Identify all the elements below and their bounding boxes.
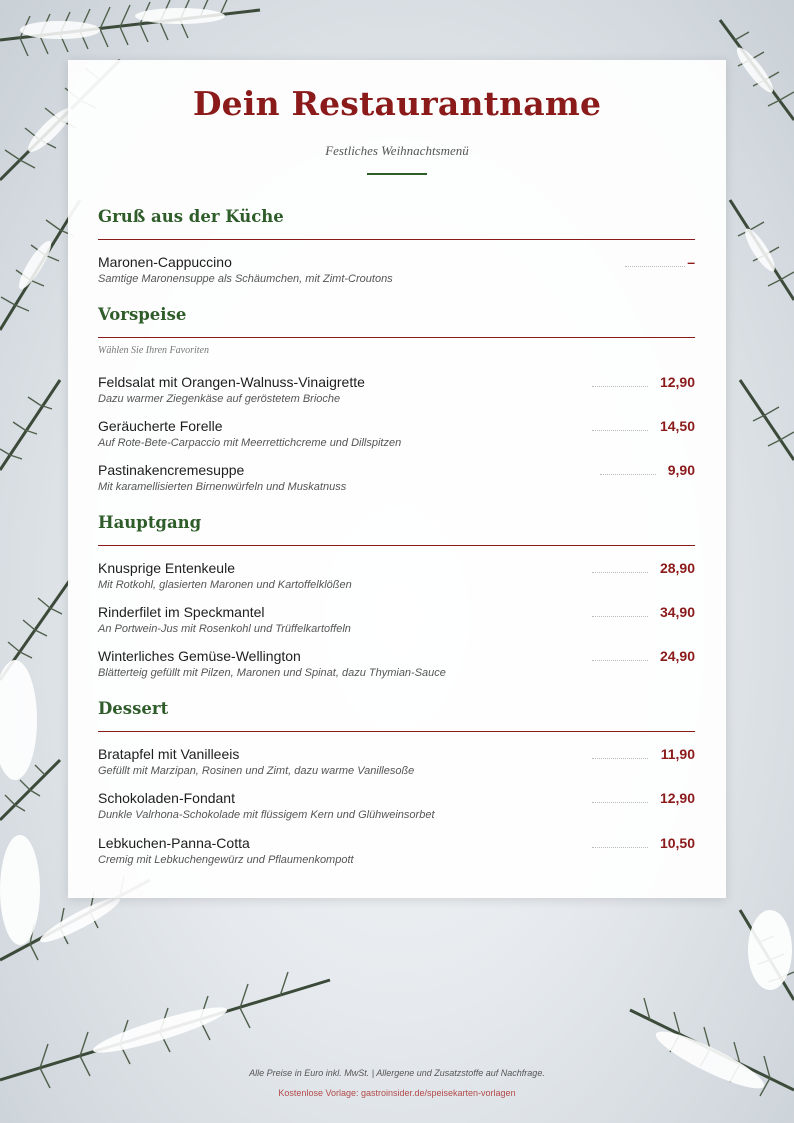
footer-credit-link[interactable]: Kostenlose Vorlage: gastroinsider.de/speisekarten-vorlagen — [278, 1088, 516, 1098]
menu-subtitle: Festliches Weihnachtsmenü — [325, 143, 469, 158]
menu-item-price: 11,90 — [660, 746, 695, 762]
menu-item-description: Auf Rote-Bete-Carpaccio mit Meerrettichcreme und Dillspitzen — [98, 437, 402, 449]
menu-item-price: 12,90 — [659, 374, 695, 390]
menu-item-price: 10,50 — [659, 835, 695, 851]
price-leader-dots — [592, 616, 648, 617]
menu-item-name: Knusprige Entenkeule — [98, 560, 235, 576]
price-leader-dots — [592, 847, 648, 848]
menu-item-description: Dunkle Valrhona-Schokolade mit flüssigem Kern und Glühweinsorbet — [98, 809, 435, 821]
restaurant-name: Dein Restaurantname — [192, 84, 602, 123]
menu-item-description: Gefüllt mit Marzipan, Rosinen und Zimt, dazu warme Vanillesoße — [98, 765, 415, 777]
menu-item-name: Winterliches Gemüse-Wellington — [98, 648, 301, 664]
menu-item-name: Maronen-Cappuccino — [98, 254, 232, 270]
menu-item-description: An Portwein-Jus mit Rosenkohl und Trüffelkartoffeln — [98, 623, 351, 635]
menu-item-description: Blätterteig gefüllt mit Pilzen, Maronen und Spinat, dazu Thymian-Sauce — [98, 667, 446, 679]
menu-item-name: Feldsalat mit Orangen-Walnuss-Vinaigrette — [98, 374, 365, 390]
price-leader-dots — [592, 758, 648, 759]
section-divider — [98, 545, 695, 546]
section-divider — [98, 239, 695, 240]
footer-note: Alle Preise in Euro inkl. MwSt. | Allergene und Zusatzstoffe auf Nachfrage. — [249, 1068, 545, 1078]
menu-item-name: Bratapfel mit Vanilleeis — [98, 746, 240, 762]
section-title-gruss: Gruß aus der Küche — [98, 207, 284, 226]
menu-item-description: Mit karamellisierten Birnenwürfeln und Muskatnuss — [98, 481, 347, 493]
menu-item-price: – — [687, 254, 695, 270]
menu-item-name: Lebkuchen-Panna-Cotta — [98, 835, 250, 851]
section-title-hauptgang: Hauptgang — [98, 513, 202, 532]
price-leader-dots — [625, 266, 685, 267]
section-note: Wählen Sie Ihren Favoriten — [98, 345, 209, 356]
section-title-vorspeise: Vorspeise — [98, 305, 187, 324]
menu-item-name: Pastinakencremesuppe — [98, 462, 245, 478]
menu-item-price: 12,90 — [659, 790, 695, 806]
section-divider — [98, 337, 695, 338]
price-leader-dots — [592, 660, 648, 661]
menu-item-description: Mit Rotkohl, glasierten Maronen und Kartoffelklößen — [98, 579, 352, 591]
menu-item-price: 14,50 — [659, 418, 695, 434]
menu-item-price: 24,90 — [659, 648, 695, 664]
menu-item-name: Schokoladen-Fondant — [98, 790, 235, 806]
menu-item-description: Samtige Maronensuppe als Schäumchen, mit Zimt-Croutons — [98, 273, 393, 285]
menu-item-name: Rinderfilet im Speckmantel — [98, 604, 265, 620]
price-leader-dots — [592, 430, 648, 431]
section-divider — [98, 731, 695, 732]
menu-item-description: Dazu warmer Ziegenkäse auf geröstetem Brioche — [98, 393, 341, 405]
menu-item-price: 9,90 — [667, 462, 695, 478]
section-title-dessert: Dessert — [98, 699, 169, 718]
menu-item-price: 28,90 — [659, 560, 695, 576]
price-leader-dots — [600, 474, 656, 475]
menu-item-description: Cremig mit Lebkuchengewürz und Pflaumenkompott — [98, 854, 354, 866]
menu-item-name: Geräucherte Forelle — [98, 418, 223, 434]
title-divider — [367, 173, 427, 175]
price-leader-dots — [592, 386, 648, 387]
price-leader-dots — [592, 572, 648, 573]
menu-item-price: 34,90 — [659, 604, 695, 620]
price-leader-dots — [592, 802, 648, 803]
